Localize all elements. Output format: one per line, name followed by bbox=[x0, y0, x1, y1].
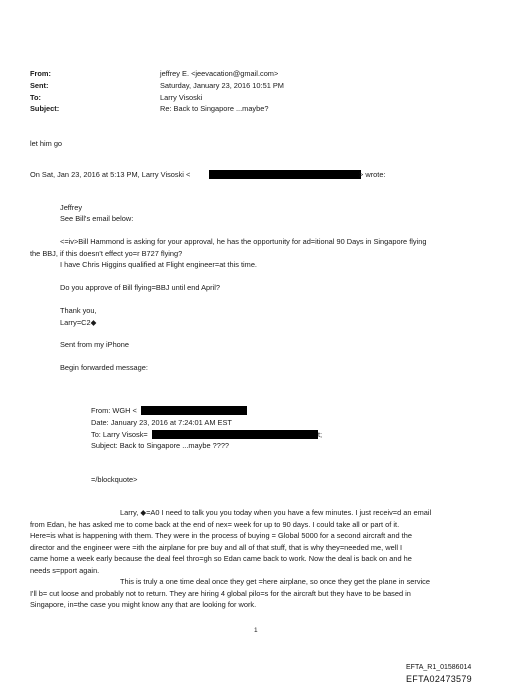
to-value: Larry Visoski bbox=[160, 93, 203, 102]
forwarded-line: Begin forwarded message: bbox=[60, 363, 148, 372]
signoff-line: Larry=C2◆ bbox=[60, 318, 97, 327]
request-line-3: I have Chris Higgins qualified at Flight engineer=at this time. bbox=[60, 260, 257, 269]
redaction-bar bbox=[209, 170, 361, 179]
bill-line-2: from Edan, he has asked me to come back at the end of nex= week for up to 90 days. I could take all or part of it. bbox=[30, 520, 400, 529]
bill-line-7: This is truly a one time deal once they get =here airplane, so once they get the plane in service bbox=[120, 577, 430, 586]
sent-from-line: Sent from my iPhone bbox=[60, 340, 130, 349]
efta-id-1: EFTA_R1_01586014 bbox=[406, 664, 472, 671]
fwd-to: To: Larry Visosk= bbox=[91, 430, 148, 439]
fwd-from: From: WGH < bbox=[91, 406, 137, 415]
redaction-bar bbox=[152, 430, 318, 439]
quoted-header-suffix: > wrote: bbox=[359, 170, 386, 179]
reply-text: let him go bbox=[30, 139, 63, 148]
fwd-date: Date: January 23, 2016 at 7:24:01 AM EST bbox=[91, 418, 232, 427]
greeting: Jeffrey bbox=[60, 203, 83, 212]
from-value: jeffrey E. <jeevacation@gmail.com> bbox=[160, 69, 279, 78]
bill-line-5: came home a week early because the deal feel thro=gh so Edan came back to work. Now the deal is back on and he bbox=[30, 554, 412, 563]
subject-label: Subject: bbox=[30, 104, 60, 113]
intro-line: See Bill's email below: bbox=[60, 214, 134, 223]
bill-line-4: director and the engineer were =ith the airplane for pre buy and all of that stuff, that is why they=needed me, well I bbox=[30, 543, 403, 552]
redaction-bar bbox=[141, 406, 247, 415]
sent-label: Sent: bbox=[30, 81, 49, 90]
sent-value: Saturday, January 23, 2016 10:51 PM bbox=[160, 81, 284, 90]
bill-line-3: Here=is what is happening with them. They were in the process of buying = Global 5000 for a second aircraft and the bbox=[30, 531, 412, 540]
fwd-subject: Subject: Back to Singapore ...maybe ???? bbox=[91, 441, 230, 450]
to-label: To: bbox=[30, 93, 41, 102]
page-number: 1 bbox=[254, 627, 258, 634]
from-label: From: bbox=[30, 69, 51, 78]
bill-line-1: Larry, ◆=A0 I need to talk you you today when you have a few minutes. I just receiv=d an email bbox=[120, 508, 432, 517]
bill-line-6: needs s=pport again. bbox=[30, 566, 100, 575]
fwd-to-suffix: t; bbox=[318, 430, 323, 439]
thanks-line: Thank you, bbox=[60, 306, 97, 315]
bill-line-9: Singapore, in=the case you might know any that are looking for work. bbox=[30, 600, 257, 609]
blockquote-marker: =/blockquote> bbox=[91, 475, 138, 484]
quoted-header-prefix: On Sat, Jan 23, 2016 at 5:13 PM, Larry Visoski < bbox=[30, 170, 191, 179]
efta-id-2: EFTA02473579 bbox=[406, 674, 472, 684]
approval-question: Do you approve of Bill flying=BBJ until end April? bbox=[60, 283, 221, 292]
request-line-2: the BBJ, if this doesn't effect yo=r B727 flying? bbox=[30, 249, 183, 258]
bill-line-8: I'll b= cut loose and probably not to return. They are hiring 4 global pilo=s for the aircraft but they have to be based in bbox=[30, 589, 411, 598]
request-line-1: <=iv>Bill Hammond is asking for your approval, he has the opportunity for ad=itional 90 Days in Singapore flying bbox=[60, 237, 427, 246]
subject-value: Re: Back to Singapore ...maybe? bbox=[160, 104, 269, 113]
